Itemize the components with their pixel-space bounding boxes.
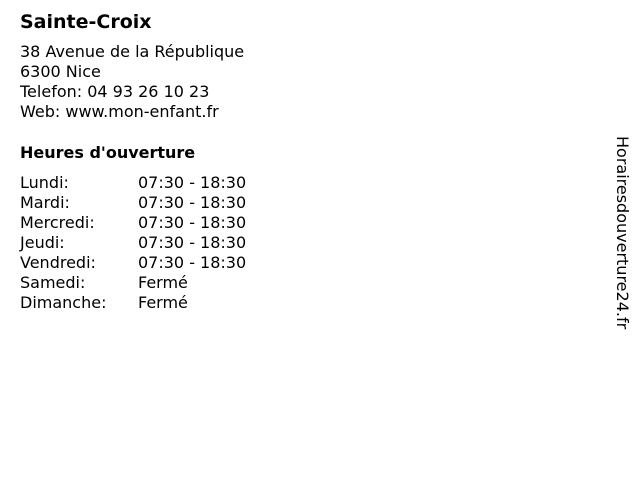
- address-city: 6300 Nice: [20, 62, 101, 81]
- hours-day: Lundi:: [20, 173, 69, 192]
- hours-row-wednesday: [20, 213, 580, 233]
- hours-time: 07:30 - 18:30: [138, 173, 247, 192]
- hours-day: Mardi:: [20, 193, 70, 212]
- hours-table: [20, 173, 580, 313]
- hours-row-monday: [20, 173, 580, 193]
- hours-time: 07:30 - 18:30: [138, 253, 247, 272]
- hours-day: Mercredi:: [20, 213, 95, 232]
- hours-time: 07:30 - 18:30: [138, 233, 247, 252]
- hours-row-saturday: [20, 273, 580, 293]
- opening-hours-card: [20, 10, 580, 313]
- hours-time: 07:30 - 18:30: [138, 193, 247, 212]
- side-watermark: [612, 136, 632, 346]
- hours-row-sunday: [20, 293, 580, 313]
- hours-row-friday: [20, 253, 580, 273]
- contact-block: [20, 42, 580, 122]
- address-street: 38 Avenue de la République: [20, 42, 245, 61]
- hours-time: Fermé: [138, 293, 188, 312]
- side-label: Horairesdouverture24.fr: [613, 136, 632, 330]
- hours-row-thursday: [20, 233, 580, 253]
- web-line: Web: www.mon-enfant.fr: [20, 102, 219, 121]
- hours-day: Dimanche:: [20, 293, 107, 312]
- hours-time: 07:30 - 18:30: [138, 213, 247, 232]
- place-name: Sainte-Croix: [20, 11, 152, 33]
- hours-time: Fermé: [138, 273, 188, 292]
- hours-title: Heures d'ouverture: [20, 143, 196, 162]
- hours-day: Vendredi:: [20, 253, 96, 272]
- hours-day: Samedi:: [20, 273, 86, 292]
- hours-row-tuesday: [20, 193, 580, 213]
- hours-day: Jeudi:: [20, 233, 65, 252]
- phone-line: Telefon: 04 93 26 10 23: [20, 82, 210, 101]
